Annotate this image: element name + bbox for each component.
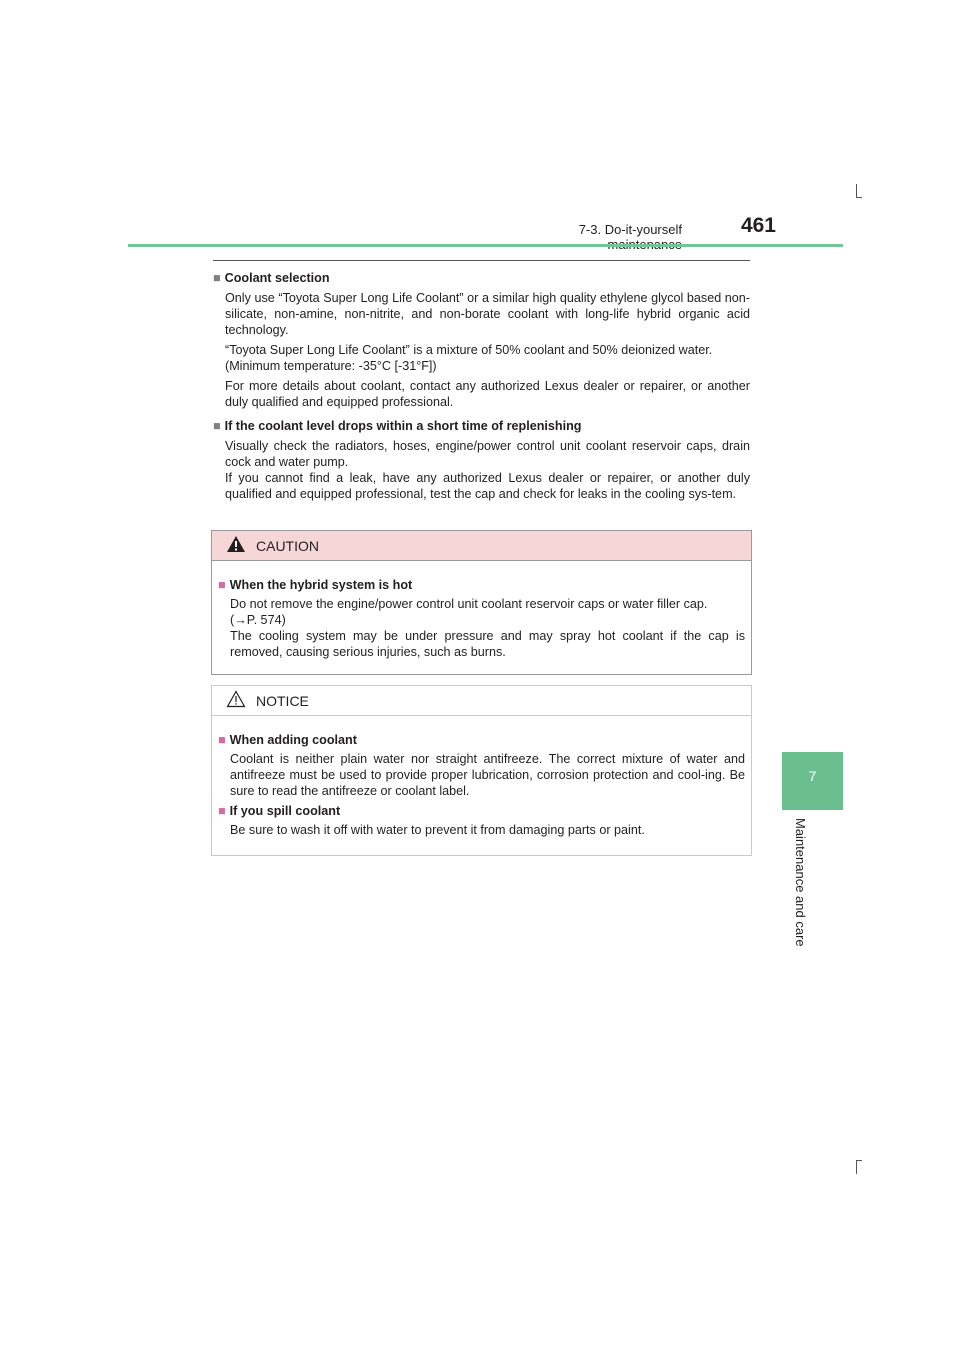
square-bullet-icon: ■ [213, 419, 221, 433]
coolant-drops-p1: Visually check the radiators, hoses, engine/power control unit coolant reservoir caps, drain cock and water pump. [225, 439, 750, 469]
caution-p2: The cooling system may be under pressure and may spray hot coolant if the cap is removed, causing serious injuries, such as burns. [230, 629, 745, 659]
caution-p1: Do not remove the engine/power control unit coolant reservoir caps or water filler cap. (→P. 574) [230, 597, 708, 627]
crop-mark-bottom [856, 1160, 857, 1174]
square-bullet-icon: ■ [218, 804, 226, 818]
caution-body [212, 561, 751, 660]
notice-title: NOTICE [256, 692, 309, 709]
notice-p2: Be sure to wash it off with water to prevent it from damaging parts or paint. [230, 823, 645, 837]
notice-box [211, 685, 752, 856]
caution-heading: ■ When the hybrid system is hot [218, 578, 413, 592]
main-content [213, 262, 750, 506]
coolant-selection-p1: Only use “Toyota Super Long Life Coolant” or a similar high quality ethylene glycol based non-silicate, non-amine, non-nitrite, and non-borate coolant with long-life hybrid organic acid technology. [225, 291, 750, 337]
header-rule [128, 244, 843, 247]
caution-box [211, 530, 752, 675]
crop-mark-top-foot [856, 197, 862, 198]
coolant-drops-heading: ■ If the coolant level drops within a short time of replenishing [213, 419, 582, 433]
caution-header [212, 531, 751, 561]
warning-triangle-icon [226, 535, 246, 556]
crop-mark-top [856, 184, 857, 198]
notice-heading-1: ■ When adding coolant [218, 733, 357, 747]
coolant-selection-p3: For more details about coolant, contact any authorized Lexus dealer or repairer, or another duly qualified and equipped professional. [225, 379, 750, 409]
notice-body [212, 716, 751, 838]
coolant-selection-p2: “Toyota Super Long Life Coolant” is a mixture of 50% coolant and 50% deionized water. (Minimum temperature: -35°C [-31°F]) [225, 343, 713, 373]
square-bullet-icon: ■ [218, 578, 226, 592]
page-number: 461 [740, 214, 776, 237]
square-bullet-icon: ■ [218, 733, 226, 747]
crop-mark-bottom-foot [856, 1160, 862, 1161]
coolant-drops-p2: If you cannot find a leak, have any authorized Lexus dealer or repairer, or another duly qualified and equipped professional, test the cap and check for leaks in the cooling sys-tem. [225, 471, 750, 501]
square-bullet-icon: ■ [213, 271, 221, 285]
chapter-number: 7 [808, 768, 817, 784]
chapter-label: Maintenance and care [793, 818, 808, 947]
content-top-rule [213, 260, 750, 261]
section-title: 7-3. Do-it-yourself [578, 222, 682, 237]
coolant-selection-heading: ■ Coolant selection [213, 271, 330, 285]
notice-p1: Coolant is neither plain water nor straight antifreeze. The correct mixture of water and antifreeze must be used to provide proper lubrication, corrosion protection and cool-ing. Be sure to read the antifreeze or coolant label. [230, 752, 745, 798]
notice-heading-2: ■ If you spill coolant [218, 804, 341, 818]
notice-header [212, 686, 751, 716]
notice-triangle-icon [226, 690, 246, 711]
caution-title: CAUTION [256, 537, 319, 554]
